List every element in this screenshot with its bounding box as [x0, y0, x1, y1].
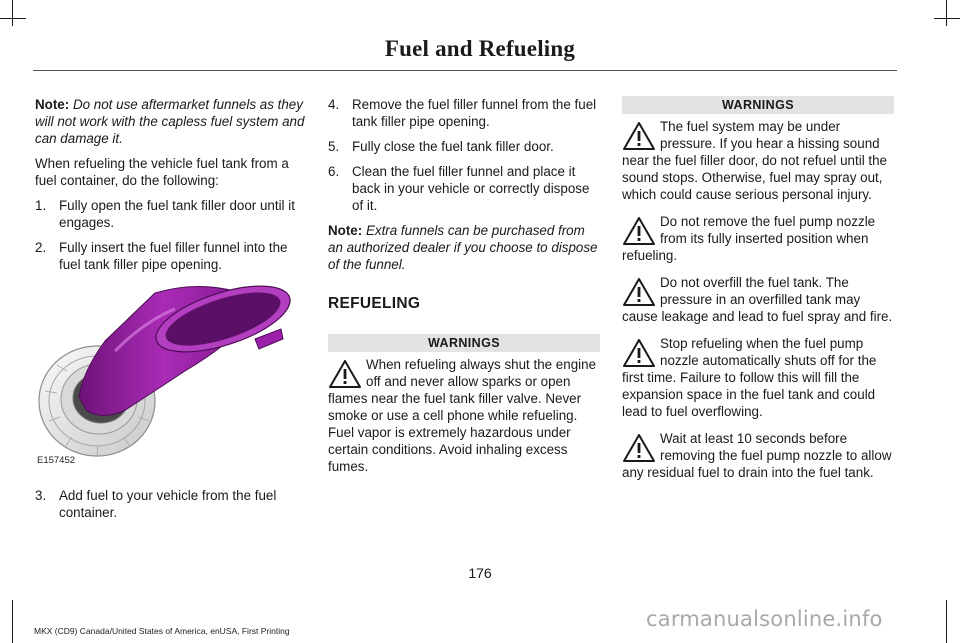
- step-number: 1.: [35, 198, 47, 213]
- edition-footer: MKX (CD9) Canada/United States of America, enUSA, First Printing: [34, 626, 290, 636]
- note-label: Note:: [328, 223, 363, 238]
- step-text: Fully insert the fuel filler funnel into the fuel tank filler pipe opening.: [59, 240, 288, 272]
- step-text: Fully open the fuel tank filler door until it engages.: [59, 198, 295, 230]
- warning-text: Do not remove the fuel pump nozzle from its fully inserted position when refueling.: [622, 214, 876, 263]
- step-number: 4.: [328, 97, 340, 112]
- step-text: Fully close the fuel tank filler door.: [352, 139, 554, 154]
- page-number: 176: [468, 565, 492, 581]
- crop-mark: [946, 0, 947, 26]
- figure-id: E157452: [37, 455, 76, 466]
- warning-item: [622, 118, 894, 203]
- warning-item: [622, 213, 894, 264]
- note-paragraph: [35, 96, 307, 147]
- step-text: Clean the fuel filler funnel and place it back in your vehicle or correctly dispose of it.: [352, 164, 590, 213]
- warning-item: [622, 335, 894, 420]
- list-item: [35, 487, 307, 521]
- step-text: Add fuel to your vehicle from the fuel container.: [59, 488, 277, 520]
- warning-text: Wait at least 10 seconds before removing the fuel pump nozzle to allow any residual fuel to drain into the fuel tank.: [622, 431, 892, 480]
- warning-text: When refueling always shut the engine off and never allow sparks or open flames near the fuel tank filler valve. Never smoke or use a cell phone while refueling. Fuel vapor is extremely hazardous under certain conditions. Avoid inhaling excess fumes.: [328, 357, 597, 474]
- warning-text: Stop refueling when the fuel pump nozzle automatically shuts off for the first time. Failure to follow this will fill the expansion space in the fuel tank and could lead to fuel overflowing.: [622, 336, 877, 419]
- steps-list: [35, 197, 307, 273]
- warning-item: [622, 274, 894, 325]
- step-number: 3.: [35, 488, 47, 503]
- warning-text: Do not overfill the fuel tank. The pressure in an overfilled tank may cause leakage and lead to fuel spray and fire.: [622, 275, 893, 324]
- crop-mark: [12, 600, 13, 643]
- warning-triangle-icon: [622, 338, 656, 368]
- section-heading: REFUELING: [328, 295, 421, 312]
- warning-triangle-icon: [622, 216, 656, 246]
- warnings-heading: WARNINGS: [622, 96, 894, 114]
- warning-triangle-icon: [622, 433, 656, 463]
- warning-item: [622, 430, 894, 481]
- step-number: 2.: [35, 240, 47, 255]
- intro-paragraph: When refueling the vehicle fuel tank from a fuel container, do the following:: [35, 156, 289, 188]
- steps-list-continued: [35, 487, 307, 521]
- note-text: Extra funnels can be purchased from an authorized dealer if you choose to dispose of the funnel.: [328, 223, 598, 272]
- list-item: [328, 138, 600, 155]
- step-number: 6.: [328, 164, 340, 179]
- note-label: Note:: [35, 97, 70, 112]
- warning-triangle-icon: [328, 359, 362, 389]
- column-left: [35, 96, 307, 529]
- warning-triangle-icon: [622, 277, 656, 307]
- warning-triangle-icon: [622, 121, 656, 151]
- list-item: [35, 197, 307, 231]
- warning-item: [328, 356, 600, 475]
- step-number: 5.: [328, 139, 340, 154]
- note-paragraph: [328, 222, 600, 273]
- column-right: [622, 96, 894, 491]
- note-text: Do not use aftermarket funnels as they will not work with the capless fuel system and can damage it.: [35, 97, 305, 146]
- crop-mark: [934, 18, 960, 19]
- warnings-heading: WARNINGS: [328, 334, 600, 352]
- step-text: Remove the fuel filler funnel from the fuel tank filler pipe opening.: [352, 97, 597, 129]
- title-divider: [33, 70, 897, 71]
- list-item: [328, 163, 600, 214]
- list-item: [328, 96, 600, 130]
- crop-mark: [0, 18, 26, 19]
- crop-mark: [946, 600, 947, 643]
- column-middle: [328, 96, 600, 485]
- crop-mark: [12, 0, 13, 26]
- funnel-illustration: [35, 281, 293, 469]
- warning-text: The fuel system may be under pressure. If you hear a hissing sound near the fuel filler door, do not refuel until the sound stops. Otherwise, fuel may spray out, which could cause serious personal injury.: [622, 119, 888, 202]
- watermark-text: carmanualsonline.info: [646, 607, 883, 631]
- list-item: [35, 239, 307, 273]
- funnel-in-filler-pipe-image: [35, 281, 293, 459]
- steps-list: [328, 96, 600, 214]
- page-title: Fuel and Refueling: [384, 36, 576, 61]
